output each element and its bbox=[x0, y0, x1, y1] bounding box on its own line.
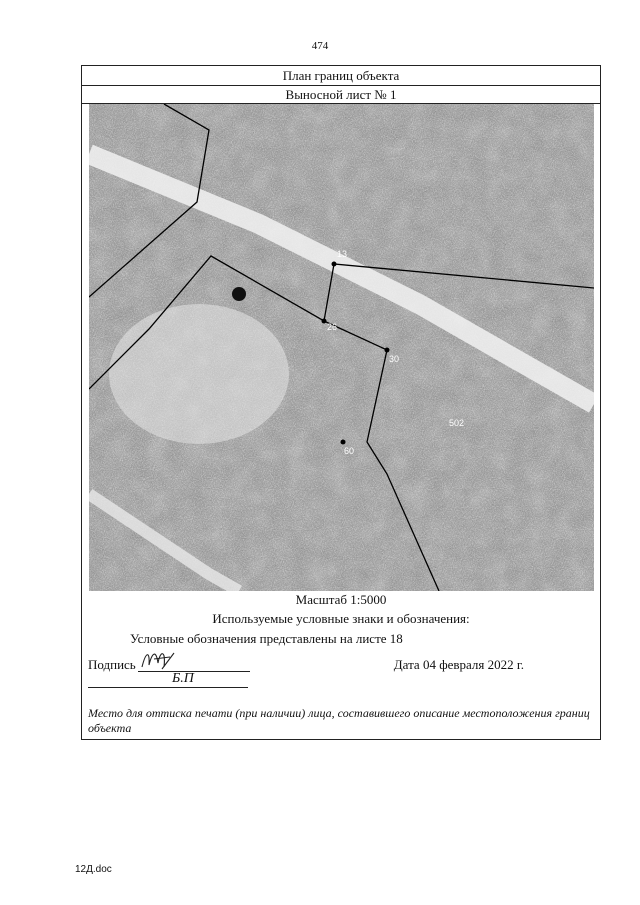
point-label-13: 13 bbox=[336, 249, 347, 259]
boundary-point-13 bbox=[331, 262, 336, 267]
parcel-label: 502 bbox=[448, 418, 464, 428]
name-row bbox=[82, 671, 600, 693]
map-object bbox=[232, 287, 246, 301]
legend-note: Условные обозначения представлены на листе 18 bbox=[130, 631, 403, 646]
signer-initials: Б.П bbox=[172, 671, 194, 686]
signature-date: Дата 04 февраля 2022 г. bbox=[393, 657, 524, 672]
point-label-60: 60 bbox=[343, 446, 354, 456]
map-svg bbox=[89, 104, 594, 591]
point-label-30: 30 bbox=[388, 354, 399, 364]
boundary-point-26 bbox=[321, 319, 326, 324]
signature-row bbox=[82, 649, 600, 671]
point-label-26: 26 bbox=[326, 322, 337, 332]
sheet-title: Выносной лист № 1 bbox=[82, 86, 600, 104]
name-underline bbox=[88, 687, 248, 688]
boundary-point-60 bbox=[340, 440, 345, 445]
legend-title: Используемые условные знаки и обозначения: bbox=[212, 611, 470, 626]
open-area bbox=[109, 304, 289, 444]
plan-title: План границ объекта bbox=[82, 66, 600, 86]
file-name: 12Д.doc bbox=[75, 864, 112, 875]
page-number: 474 bbox=[311, 40, 329, 52]
signature-label: Подпись bbox=[88, 657, 136, 672]
stamp-place-note: Место для оттиска печати (при наличии) лица, составившего описание местоположения границ объекта bbox=[88, 706, 590, 735]
signature-mark bbox=[140, 647, 176, 673]
map-scale: Масштаб 1:5000 bbox=[295, 592, 387, 607]
aerial-map bbox=[89, 104, 594, 591]
plan-frame bbox=[81, 65, 601, 740]
boundary-point-30 bbox=[384, 348, 389, 353]
